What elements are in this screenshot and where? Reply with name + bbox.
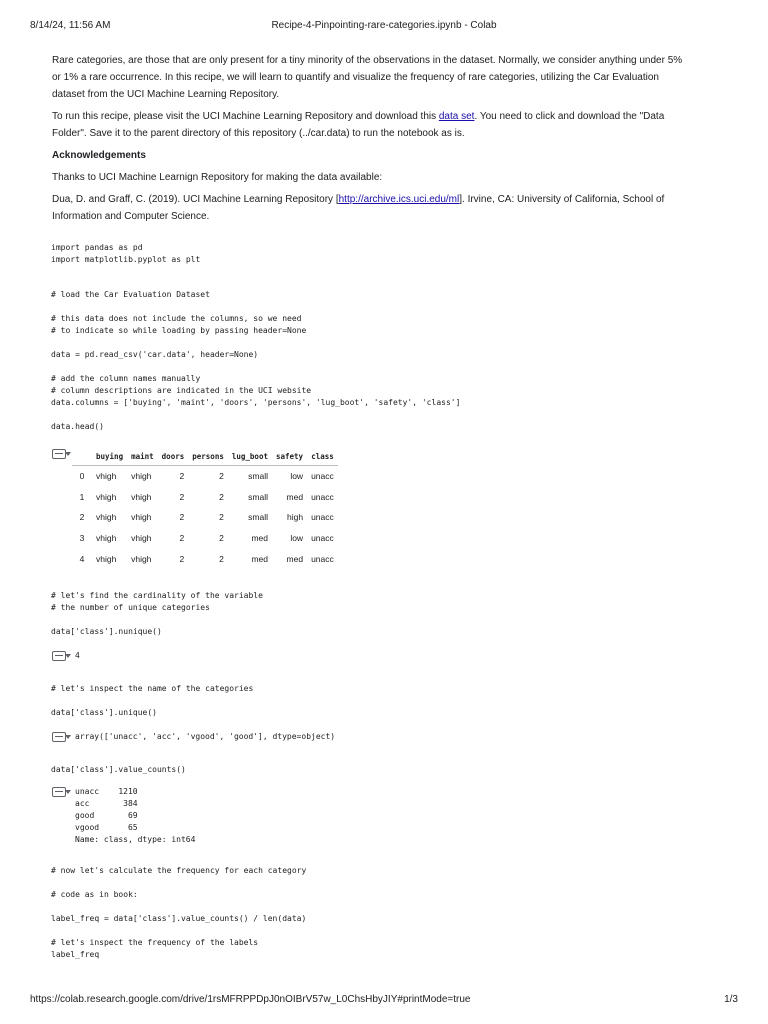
table-cell: 2 bbox=[179, 491, 185, 502]
table-cell: 2 bbox=[219, 491, 224, 502]
table-cell: unacc bbox=[311, 553, 334, 564]
table-cell: small bbox=[248, 471, 268, 482]
table-cell: vhigh bbox=[131, 491, 152, 502]
table-cell: low bbox=[290, 533, 304, 544]
table-cell: vhigh bbox=[131, 512, 152, 523]
download-text-after: . You need to click and download the "Data Folder". Save it to the parent directory of this repository (../car.data) to run the notebook as is. bbox=[52, 111, 665, 139]
table-header: doors bbox=[158, 447, 189, 466]
table-header: persons bbox=[188, 447, 228, 466]
table-cell: 2 bbox=[219, 512, 224, 523]
uci-link[interactable]: http://archive.ics.uci.edu/ml bbox=[338, 194, 460, 205]
markdown-cell bbox=[52, 52, 692, 225]
table-header: maint bbox=[127, 447, 158, 466]
citation-text-before: Dua, D. and Graff, C. (2019). UCI Machine Learning Repository [ bbox=[52, 194, 339, 205]
output-value-counts: unacc 1210 acc 384 good 69 vgood 65 Name: class, dtype: int64 bbox=[75, 787, 196, 844]
table-cell: 2 bbox=[219, 553, 224, 564]
table-cell: unacc bbox=[311, 471, 334, 482]
download-paragraph bbox=[52, 108, 692, 142]
table-row bbox=[72, 487, 338, 508]
table-cell: vhigh bbox=[131, 553, 152, 564]
code-cell-imports[interactable]: import pandas as pd import matplotlib.pyplot as plt bbox=[51, 243, 201, 264]
table-index: 4 bbox=[79, 553, 85, 564]
print-url: https://colab.research.google.com/drive/1rsMFRPPDpJ0nOIBrV57w_L0ChsHbyJIY#printMode=true bbox=[30, 994, 471, 1005]
table-row bbox=[72, 466, 338, 487]
table-row bbox=[72, 548, 338, 569]
code-cell-unique[interactable]: # let's inspect the name of the categories data['class'].unique() bbox=[51, 684, 254, 717]
code-cell-frequency[interactable]: # now let's calculate the frequency for each category # code as in book: label_freq = data['class'].value_counts() / len(data) # let's inspect the frequency of the labels label_freq bbox=[51, 866, 307, 959]
table-cell: 2 bbox=[179, 533, 185, 544]
table-cell: 2 bbox=[219, 533, 224, 544]
code-cell-nunique[interactable]: # let's find the cardinality of the variable # the number of unique categories data['class'].nunique() bbox=[51, 591, 263, 636]
table-cell: high bbox=[287, 512, 304, 523]
citation-text-after: ]. Irvine, CA: University of California, School of Information and Computer Science. bbox=[52, 194, 665, 222]
output-toggle-icon[interactable] bbox=[52, 651, 66, 661]
data-set-link[interactable]: data set bbox=[438, 111, 475, 122]
output-toggle-icon[interactable] bbox=[52, 449, 66, 459]
code-cell-value-counts[interactable]: data['class'].value_counts() bbox=[51, 765, 186, 774]
table-index: 2 bbox=[79, 512, 85, 523]
table-cell: med bbox=[286, 553, 304, 564]
table-cell: small bbox=[248, 512, 268, 523]
table-header bbox=[72, 447, 92, 466]
table-cell: 2 bbox=[179, 512, 185, 523]
table-cell: small bbox=[248, 491, 268, 502]
table-cell: vhigh bbox=[131, 471, 152, 482]
table-cell: unacc bbox=[311, 533, 334, 544]
acknowledgements-heading: Acknowledgements bbox=[52, 150, 146, 161]
output-unique: array(['unacc', 'acc', 'vgood', 'good'], dtype=object) bbox=[75, 732, 336, 741]
table-header: lug_boot bbox=[228, 447, 272, 466]
table-cell: 2 bbox=[219, 471, 224, 482]
output-toggle-icon[interactable] bbox=[52, 732, 66, 742]
table-row bbox=[72, 528, 338, 549]
thanks-paragraph: Thanks to UCI Machine Learnign Repository for making the data available: bbox=[52, 172, 383, 183]
page-number: 1/3 bbox=[724, 994, 738, 1005]
table-cell: med bbox=[251, 553, 268, 564]
print-title: Recipe-4-Pinpointing-rare-categories.ipynb - Colab bbox=[271, 20, 497, 31]
table-index: 0 bbox=[79, 471, 85, 482]
table-header: buying bbox=[92, 447, 127, 466]
citation-paragraph bbox=[52, 191, 692, 225]
table-cell: vhigh bbox=[96, 512, 117, 523]
output-toggle-icon[interactable] bbox=[52, 787, 66, 797]
head-dataframe-table bbox=[72, 447, 338, 569]
table-cell: vhigh bbox=[131, 533, 152, 544]
print-timestamp: 8/14/24, 11:56 AM bbox=[30, 20, 111, 31]
table-cell: vhigh bbox=[96, 553, 117, 564]
table-cell: unacc bbox=[311, 512, 334, 523]
table-header: safety bbox=[272, 447, 307, 466]
table-cell: vhigh bbox=[96, 491, 117, 502]
table-header: class bbox=[307, 447, 338, 466]
table-cell: med bbox=[251, 533, 268, 544]
table-cell: unacc bbox=[311, 491, 334, 502]
table-cell: 2 bbox=[179, 553, 185, 564]
table-cell: med bbox=[286, 491, 304, 502]
table-index: 1 bbox=[79, 491, 85, 502]
table-index: 3 bbox=[79, 533, 85, 544]
table-row bbox=[72, 507, 338, 528]
code-cell-load[interactable]: # load the Car Evaluation Dataset # this data does not include the columns, so we need # to indicate so while loading by passing header=None data = pd.read_csv('car.data', header=None) # add the column names manually # column descriptions are indicated in the UCI website data.columns = ['buying', 'maint', 'doors', 'persons', 'lug_boot', 'safety', 'class'] data.head() bbox=[51, 290, 461, 431]
intro-paragraph: Rare categories, are those that are only present for a tiny minority of the observations in the dataset. Normally, we consider anything under 5% or 1% a rare occurrence. In this recipe, we will learn to quantify and visualize the frequency of rare categories, utilizing the Car Evaluation dataset from the UCI Machine Learning Repository. bbox=[52, 55, 683, 100]
table-header-row bbox=[72, 447, 338, 466]
table-cell: low bbox=[290, 471, 304, 482]
table-cell: vhigh bbox=[96, 533, 117, 544]
table-cell: vhigh bbox=[96, 471, 117, 482]
download-text-before: To run this recipe, please visit the UCI Machine Learning Repository and download this bbox=[52, 111, 439, 122]
table-cell: 2 bbox=[179, 471, 185, 482]
output-nunique: 4 bbox=[75, 651, 80, 660]
